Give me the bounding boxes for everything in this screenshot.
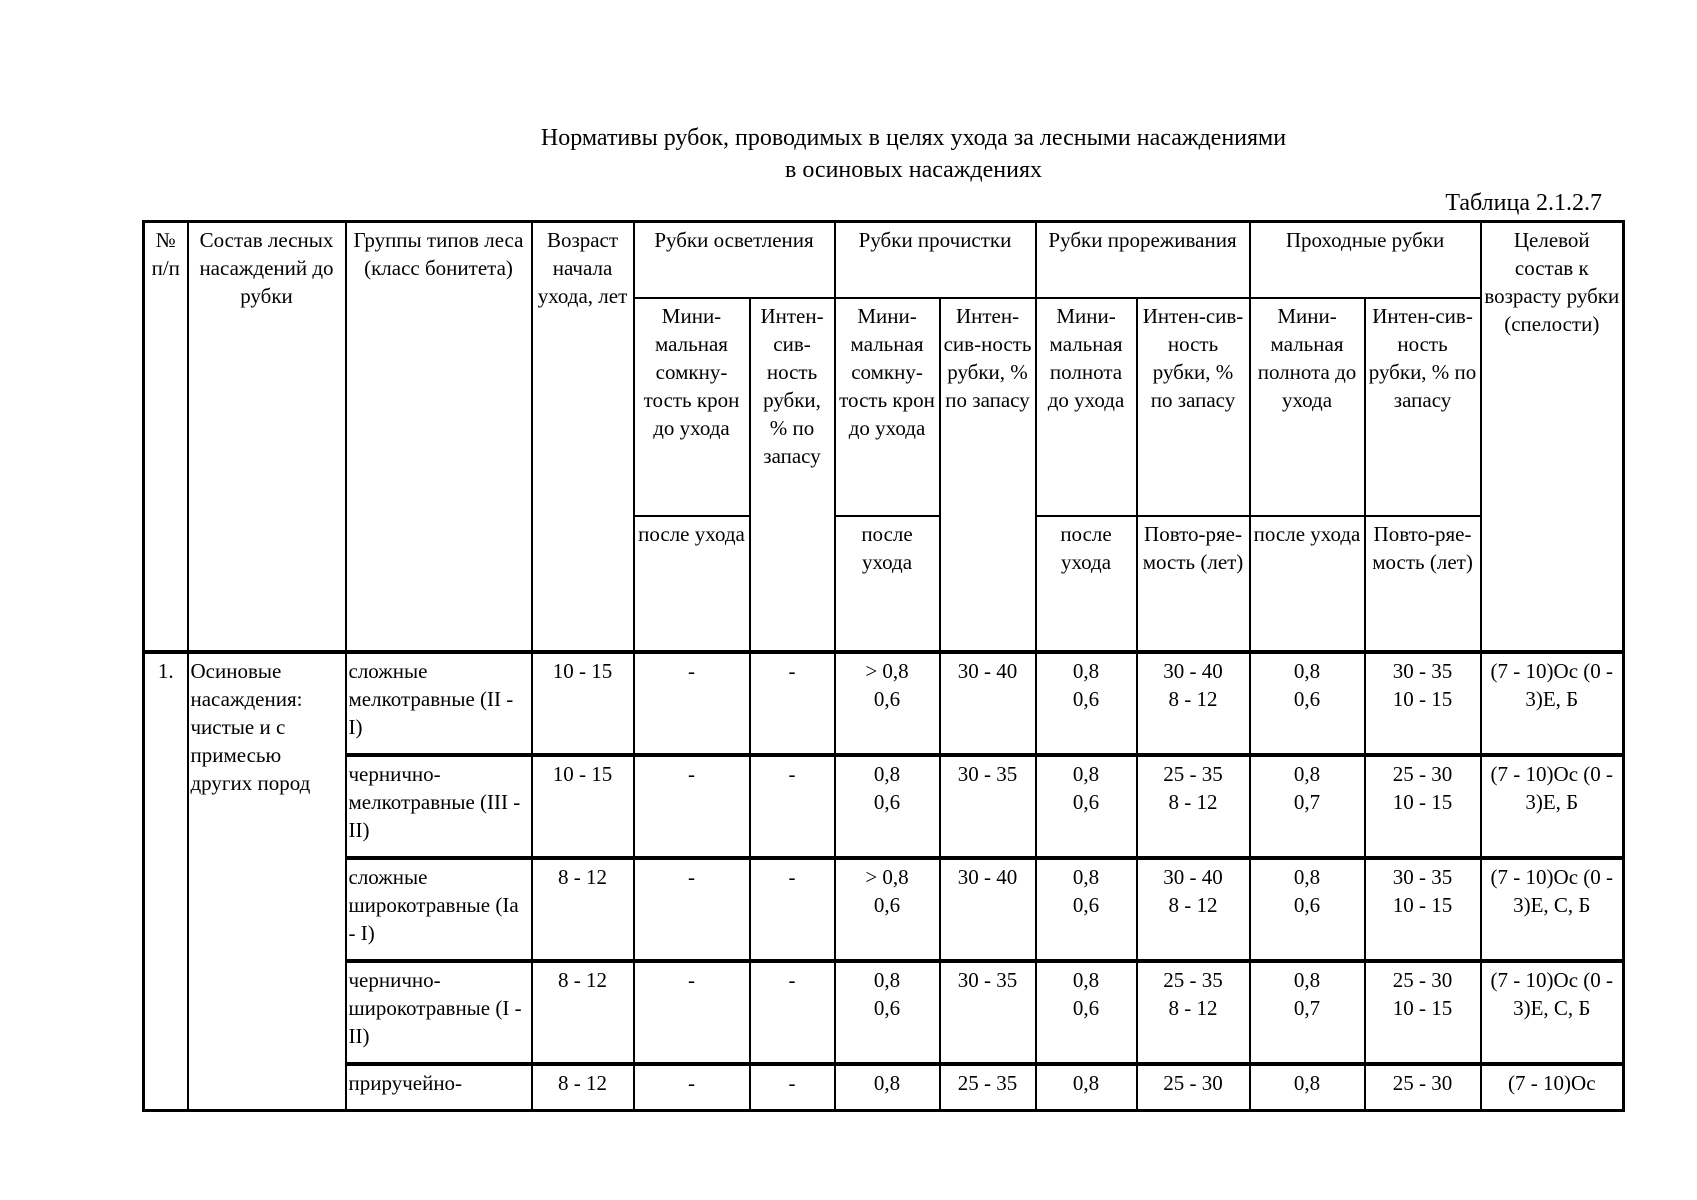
lightening-intensity: - xyxy=(750,961,835,1064)
cleaning-intensity: 30 - 35 xyxy=(940,755,1036,858)
lightening-min: - xyxy=(634,961,750,1064)
group-composition: Осиновые насаждения: чистые и с примесью других пород xyxy=(188,652,346,1111)
header-thin-int: Интен-сив-ность рубки, % по запасу xyxy=(1137,298,1250,516)
cleaning-min: 0,8 0,6 xyxy=(835,755,940,858)
target-composition: (7 - 10)Ос (0 - 3)Е, С, Б xyxy=(1481,858,1624,961)
passage-min: 0,8 0,7 xyxy=(1250,961,1365,1064)
age-start: 10 - 15 xyxy=(532,652,634,755)
group-num: 1. xyxy=(144,652,188,1111)
header-light-int: Интен-сив-ность рубки, % по запасу xyxy=(750,298,835,652)
passage-min: 0,8 0,6 xyxy=(1250,652,1365,755)
header-light-min: Мини-мальная сомкну-тость крон до ухода xyxy=(634,298,750,516)
passage-intensity: 30 - 35 10 - 15 xyxy=(1365,858,1481,961)
norms-table xyxy=(142,220,1625,1112)
header-lightening: Рубки осветления xyxy=(634,222,835,299)
cleaning-min: 0,8 xyxy=(835,1064,940,1111)
thinning-min: 0,8 0,6 xyxy=(1036,755,1137,858)
lightening-intensity: - xyxy=(750,652,835,755)
lightening-intensity: - xyxy=(750,1064,835,1111)
thinning-intensity: 25 - 30 xyxy=(1137,1064,1250,1111)
passage-intensity: 25 - 30 10 - 15 xyxy=(1365,755,1481,858)
header-age: Возраст начала ухода, лет xyxy=(532,222,634,653)
header-thin-after: после ухода xyxy=(1036,516,1137,652)
table-row xyxy=(144,961,1624,1064)
forest-type: сложные мелкотравные (II - I) xyxy=(346,652,532,755)
header-light-after: после ухода xyxy=(634,516,750,652)
cleaning-intensity: 30 - 40 xyxy=(940,858,1036,961)
age-start: 8 - 12 xyxy=(532,858,634,961)
passage-min: 0,8 0,7 xyxy=(1250,755,1365,858)
header-clean-int: Интен-сив-ность рубки, % по запасу xyxy=(940,298,1036,652)
table-row xyxy=(144,858,1624,961)
lightening-min: - xyxy=(634,755,750,858)
thinning-intensity: 30 - 40 8 - 12 xyxy=(1137,652,1250,755)
header-clean-after: после ухода xyxy=(835,516,940,652)
age-start: 8 - 12 xyxy=(532,1064,634,1111)
title-line-1: Нормативы рубок, проводимых в целях ухода за лесными насаждениями xyxy=(540,125,1287,151)
header-cleaning: Рубки прочистки xyxy=(835,222,1036,299)
lightening-min: - xyxy=(634,1064,750,1111)
lightening-intensity: - xyxy=(750,858,835,961)
table-number: Таблица 2.1.2.7 xyxy=(1445,190,1602,216)
passage-intensity: 25 - 30 10 - 15 xyxy=(1365,961,1481,1064)
forest-type: чернично-мелкотравные (III - II) xyxy=(346,755,532,858)
passage-intensity: 30 - 35 10 - 15 xyxy=(1365,652,1481,755)
title-line-2: в осиновых насаждениях xyxy=(785,157,1042,183)
thinning-min: 0,8 0,6 xyxy=(1036,652,1137,755)
cleaning-intensity: 30 - 35 xyxy=(940,961,1036,1064)
cleaning-intensity: 30 - 40 xyxy=(940,652,1036,755)
cleaning-min: > 0,8 0,6 xyxy=(835,652,940,755)
table-row xyxy=(144,652,1624,755)
lightening-min: - xyxy=(634,652,750,755)
forest-type: чернично-широкотравные (I - II) xyxy=(346,961,532,1064)
header-pass-min: Мини-мальная полнота до ухода xyxy=(1250,298,1365,516)
header-pass-int: Интен-сив-ность рубки, % по запасу xyxy=(1365,298,1481,516)
forest-type: приручейно- xyxy=(346,1064,532,1111)
forest-type: сложные широкотравные (Ia - I) xyxy=(346,858,532,961)
header-forest-types: Группы типов леса (класс бонитета) xyxy=(346,222,532,653)
passage-intensity: 25 - 30 xyxy=(1365,1064,1481,1111)
header-clean-min: Мини-мальная сомкну-тость крон до ухода xyxy=(835,298,940,516)
header-pass-after: после ухода xyxy=(1250,516,1365,652)
thinning-min: 0,8 xyxy=(1036,1064,1137,1111)
lightening-intensity: - xyxy=(750,755,835,858)
passage-min: 0,8 0,6 xyxy=(1250,858,1365,961)
header-composition: Состав лесных насаждений до рубки xyxy=(188,222,346,653)
header-pass-repeat: Повто-ряе-мость (лет) xyxy=(1365,516,1481,652)
age-start: 8 - 12 xyxy=(532,961,634,1064)
cleaning-intensity: 25 - 35 xyxy=(940,1064,1036,1111)
thinning-intensity: 25 - 35 8 - 12 xyxy=(1137,755,1250,858)
target-composition: (7 - 10)Ос xyxy=(1481,1064,1624,1111)
age-start: 10 - 15 xyxy=(532,755,634,858)
table-row xyxy=(144,755,1624,858)
thinning-intensity: 30 - 40 8 - 12 xyxy=(1137,858,1250,961)
passage-min: 0,8 xyxy=(1250,1064,1365,1111)
thinning-min: 0,8 0,6 xyxy=(1036,961,1137,1064)
header-thin-repeat: Повто-ряе-мость (лет) xyxy=(1137,516,1250,652)
document-title xyxy=(0,122,1697,186)
cleaning-min: > 0,8 0,6 xyxy=(835,858,940,961)
header-thinning: Рубки прореживания xyxy=(1036,222,1250,299)
cleaning-min: 0,8 0,6 xyxy=(835,961,940,1064)
header-passage: Проходные рубки xyxy=(1250,222,1481,299)
header-num: № п/п xyxy=(144,222,188,653)
table-row xyxy=(144,1064,1624,1111)
lightening-min: - xyxy=(634,858,750,961)
thinning-intensity: 25 - 35 8 - 12 xyxy=(1137,961,1250,1064)
header-target: Целевой состав к возрасту рубки (спелости) xyxy=(1481,222,1624,653)
target-composition: (7 - 10)Ос (0 - 3)Е, Б xyxy=(1481,755,1624,858)
header-thin-min: Мини-мальная полнота до ухода xyxy=(1036,298,1137,516)
target-composition: (7 - 10)Ос (0 - 3)Е, Б xyxy=(1481,652,1624,755)
thinning-min: 0,8 0,6 xyxy=(1036,858,1137,961)
target-composition: (7 - 10)Ос (0 - 3)Е, С, Б xyxy=(1481,961,1624,1064)
